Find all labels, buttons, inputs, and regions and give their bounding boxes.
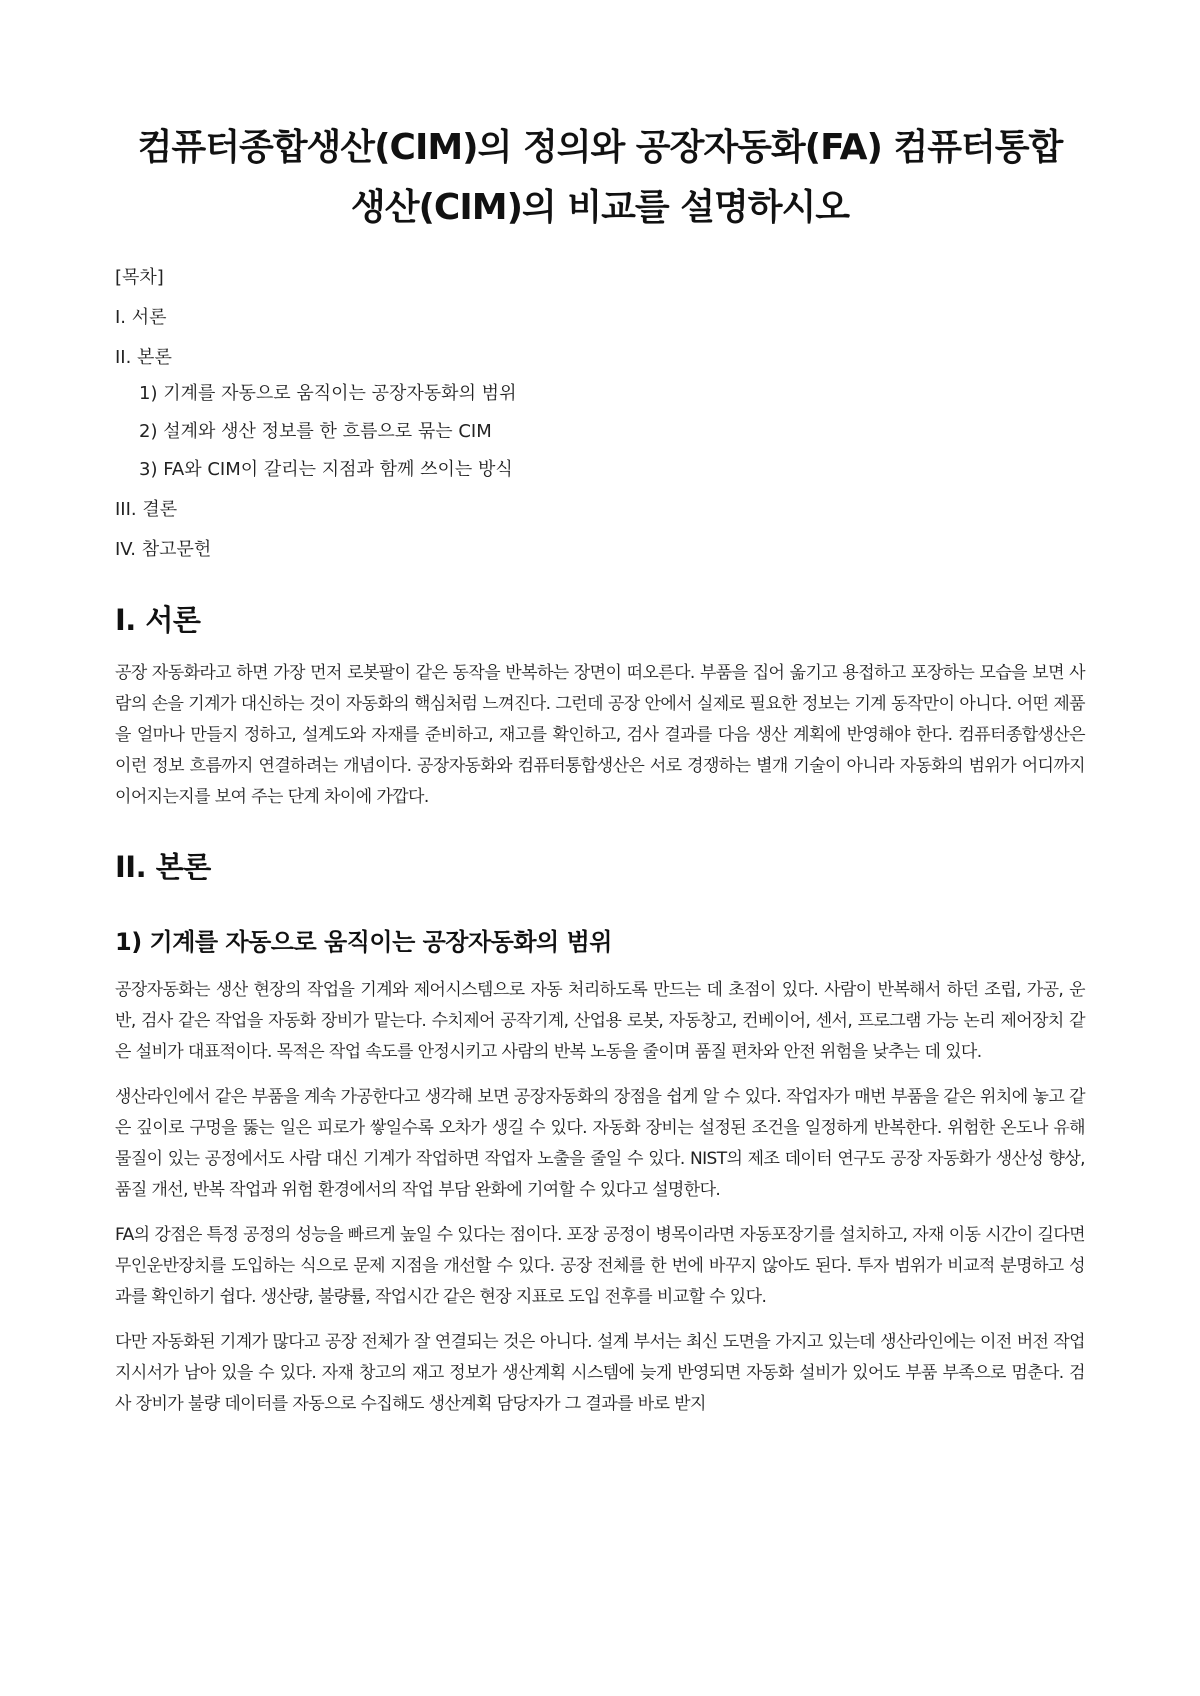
section-title-body: II. 본론 bbox=[115, 850, 211, 884]
body-paragraph-3: FA의 강점은 특정 공정의 성능을 빠르게 높일 수 있다는 점이다. 포장 공정이 병목이라면 자동포장기를 설치하고, 자재 이동 시간이 길다면 무인운반장치를 도입하는 식으로 문제 지점을 개선할 수 있다. 공장 전체를 한 번에 바꾸지 않아도 된다. 투자 범위가 비교적 분명하고 성과를 확인하기 쉽다. 생산량, 불량률, 작업시간 같은 현장 지표로 도입 전후를 비교할 수 있다. bbox=[115, 1225, 1085, 1307]
document-title-line-1: 컴퓨터종합생산(CIM)의 정의와 공장자동화(FA) 컴퓨터통합 bbox=[137, 127, 1063, 168]
toc-item-introduction: I. 서론 bbox=[115, 307, 167, 328]
document-title-line-2: 생산(CIM)의 비교를 설명하시오 bbox=[350, 187, 850, 228]
subsection-title-factory-automation: 1) 기계를 자동으로 움직이는 공장자동화의 범위 bbox=[115, 928, 612, 956]
toc-item-body: II. 본론 bbox=[115, 347, 172, 368]
table-of-contents bbox=[115, 266, 1085, 562]
toc-item-body-sub-1: 1) 기계를 자동으로 움직이는 공장자동화의 범위 bbox=[139, 383, 517, 404]
document-title bbox=[115, 118, 1085, 238]
body-paragraph-1: 공장자동화는 생산 현장의 작업을 기계와 제어시스템으로 자동 처리하도록 만드는 데 초점이 있다. 사람이 반복해서 하던 조립, 가공, 운반, 검사 같은 작업을 자동화 장비가 맡는다. 수치제어 공작기계, 산업용 로봇, 자동창고, 컨베이어, 센서, 프로그램 가능 논리 제어장치 같은 설비가 대표적이다. 목적은 작업 속도를 안정시키고 사람의 반복 노동을 줄이며 품질 편차와 안전 위험을 낮추는 데 있다. bbox=[115, 980, 1085, 1062]
body-paragraph-4: 다만 자동화된 기계가 많다고 공장 전체가 잘 연결되는 것은 아니다. 설계 부서는 최신 도면을 가지고 있는데 생산라인에는 이전 버전 작업지시서가 남아 있을 수 있다. 자재 창고의 재고 정보가 생산계획 시스템에 늦게 반영되면 자동화 설비가 있어도 부품 부족으로 멈춘다. 검사 장비가 불량 데이터를 자동으로 수집해도 생산계획 담당자가 그 결과를 바로 받지 bbox=[115, 1332, 1085, 1414]
toc-item-body-sub-2: 2) 설계와 생산 정보를 한 흐름으로 묶는 CIM bbox=[139, 421, 492, 442]
intro-paragraph: 공장 자동화라고 하면 가장 먼저 로봇팔이 같은 동작을 반복하는 장면이 떠오른다. 부품을 집어 옮기고 용접하고 포장하는 모습을 보면 사람의 손을 기계가 대신하는 것이 자동화의 핵심처럼 느껴진다. 그런데 공장 안에서 실제로 필요한 정보는 기계 동작만이 아니다. 어떤 제품을 얼마나 만들지 정하고, 설계도와 자재를 준비하고, 재고를 확인하고, 검사 결과를 다음 생산 계획에 반영해야 한다. 컴퓨터종합생산은 이런 정보 흐름까지 연결하려는 개념이다. 공장자동화와 컴퓨터통합생산은 서로 경쟁하는 별개 기술이 아니라 자동화의 범위가 어디까지 이어지는지를 보여 주는 단계 차이에 가깝다. bbox=[115, 663, 1085, 807]
toc-heading: [목차] bbox=[115, 267, 164, 288]
document-page bbox=[115, 0, 1085, 1434]
toc-item-conclusion: III. 결론 bbox=[115, 499, 178, 520]
section-title-introduction: I. 서론 bbox=[115, 603, 201, 637]
toc-item-body-sub-3: 3) FA와 CIM이 갈리는 지점과 함께 쓰이는 방식 bbox=[139, 459, 513, 480]
toc-item-references: IV. 참고문헌 bbox=[115, 539, 212, 560]
body-paragraph-2: 생산라인에서 같은 부품을 계속 가공한다고 생각해 보면 공장자동화의 장점을 쉽게 알 수 있다. 작업자가 매번 부품을 같은 위치에 놓고 같은 깊이로 구멍을 뚫는 일은 피로가 쌓일수록 오차가 생길 수 있다. 자동화 장비는 설정된 조건을 일정하게 반복한다. 위험한 온도나 유해 물질이 있는 공정에서도 사람 대신 기계가 작업하면 작업자 노출을 줄일 수 있다. NIST의 제조 데이터 연구도 공장 자동화가 생산성 향상, 품질 개선, 반복 작업과 위험 환경에서의 작업 부담 완화에 기여할 수 있다고 설명한다. bbox=[115, 1087, 1085, 1200]
